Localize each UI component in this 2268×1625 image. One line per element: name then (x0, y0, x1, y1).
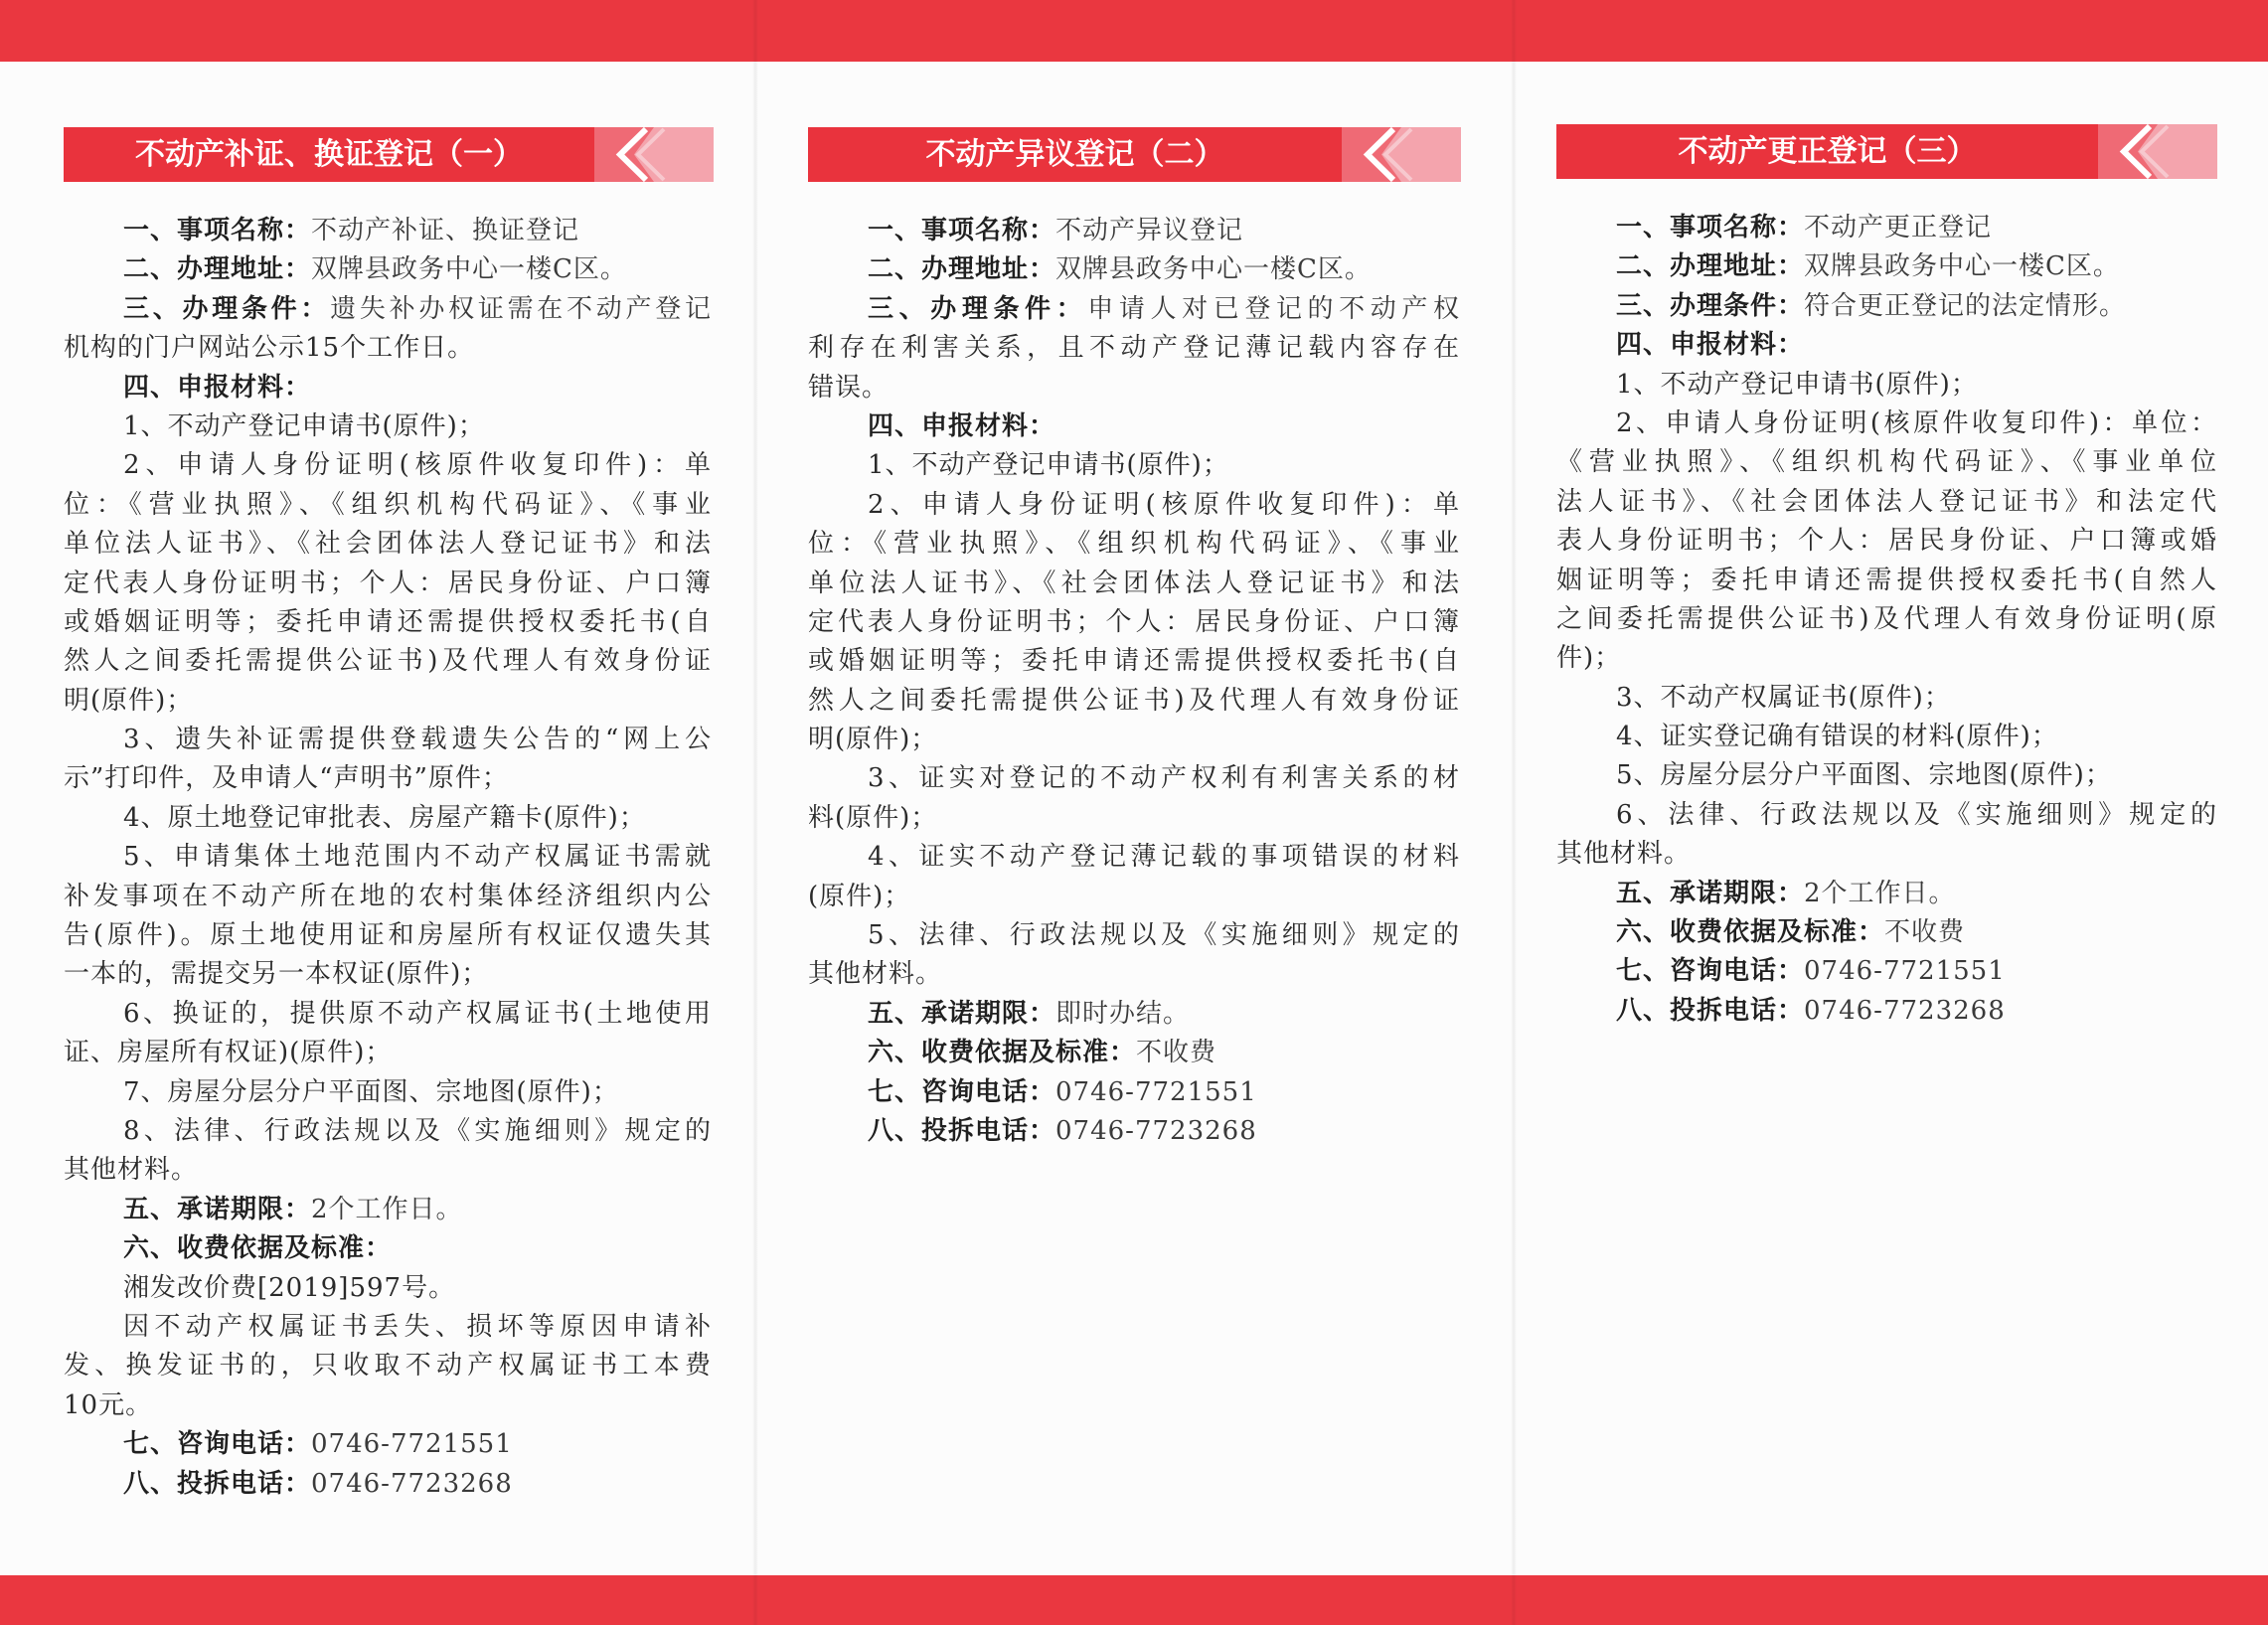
text-line: 1、不动产登记申请书(原件)； (123, 410, 485, 441)
condition-line: 三、办理条件：申请人对已登记的不动产权 (868, 293, 1460, 324)
text-line: 或婚姻证明等；委托申请还需提供授权委托书(自 (64, 606, 712, 637)
text-line: 4、证实登记确有错误的材料(原件)； (1616, 722, 2058, 752)
text-line: 法人证书》、《社会团体法人登记证书》和法定代 (1556, 486, 2217, 517)
text-line: 2、申请人身份证明(核原件收复印件)：单 (868, 489, 1460, 520)
text-line: 然人之间委托需提供公证书)及代理人有效身份证 (808, 685, 1460, 716)
text-line: 发、换发证书的，只收取不动产权属证书工本费 (64, 1351, 712, 1381)
text-line: 3、证实对登记的不动产权利有利害关系的材 (868, 763, 1460, 794)
item-name-line: 一、事项名称：不动产更正登记 (1616, 213, 1993, 243)
text-line: 机构的门户网站公示15个工作日。 (64, 333, 475, 364)
panel-banner (808, 127, 1461, 182)
text-line: 2、申请人身份证明(核原件收复印件)：单位： (1616, 407, 2217, 438)
materials-heading: 四、申报材料： (868, 410, 1056, 441)
text-line: 5、房屋分层分户平面图、宗地图(原件)； (1616, 760, 2112, 791)
text-line: 因不动产权属证书丢失、损坏等原因申请补 (123, 1311, 712, 1342)
deadline-line: 五、承诺期限：2个工作日。 (1616, 878, 1956, 908)
text-line: 利存在利害关系，且不动产登记薄记载内容存在 (808, 333, 1460, 364)
text-line: 其他材料。 (808, 959, 943, 990)
panel-title: 不动产异议登记（二） (925, 137, 1224, 172)
consult-phone-line: 七、咨询电话：0746-7721551 (1616, 956, 2006, 987)
text-line: 8、法律、行政法规以及《实施细则》规定的 (123, 1115, 712, 1146)
chevron-icon (2098, 124, 2217, 179)
text-line: 之间委托需提供公证书)及代理人有效身份证明(原 (1556, 603, 2217, 634)
panel-title: 不动产更正登记（三） (1678, 134, 1977, 169)
text-line: 明(原件)； (64, 685, 194, 716)
address-line: 二、办理地址：双牌县政务中心一楼C区。 (123, 254, 627, 285)
consult-phone-line: 七、咨询电话：0746-7721551 (868, 1076, 1257, 1107)
complaint-phone-line: 八、投拆电话：0746-7723268 (868, 1115, 1257, 1146)
complaint-phone-line: 八、投拆电话：0746-7723268 (123, 1468, 513, 1499)
panel-correction-registration (1513, 0, 2268, 1575)
text-line: 5、法律、行政法规以及《实施细则》规定的 (868, 920, 1460, 951)
item-name-line: 一、事项名称：不动产补证、换证登记 (123, 216, 580, 245)
text-line: 补发事项在不动产所在地的农村集体经济组织内公 (64, 881, 712, 911)
panel-content (1556, 209, 2217, 1031)
text-line: 单位法人证书》、《社会团体法人登记证书》和法 (64, 529, 712, 560)
panel-content (808, 212, 1460, 1151)
text-line: 或婚姻证明等；委托申请还需提供授权委托书(自 (808, 646, 1460, 677)
text-line: 其他材料。 (1556, 839, 1692, 870)
deadline-line: 五、承诺期限：2个工作日。 (123, 1194, 463, 1224)
condition-line: 三、办理条件：遗失补办权证需在不动产登记 (123, 293, 712, 324)
fee-line: 六、收费依据及标准：不收费 (1616, 917, 1966, 948)
materials-heading: 四、申报材料： (1616, 330, 1805, 361)
panel-replacement-registration (0, 0, 755, 1575)
text-line: 定代表人身份证明书；个人：居民身份证、户口簿 (808, 606, 1460, 637)
text-line: 料(原件)； (808, 802, 938, 833)
text-line: 然人之间委托需提供公证书)及代理人有效身份证 (64, 646, 712, 677)
text-line: 告(原件)。原土地使用证和房屋所有权证仅遗失其 (64, 920, 712, 951)
text-line: 位：《营业执照》、《组织机构代码证》、《事业 (808, 529, 1460, 560)
text-line: 6、法律、行政法规以及《实施细则》规定的 (1616, 799, 2217, 830)
chevron-icon (1342, 127, 1461, 182)
materials-heading: 四、申报材料： (123, 372, 312, 403)
panel-title: 不动产补证、换证登记（一） (135, 137, 523, 172)
text-line: 定代表人身份证明书；个人：居民身份证、户口簿 (64, 568, 712, 598)
address-line: 二、办理地址：双牌县政务中心一楼C区。 (1616, 251, 2120, 282)
text-line: 湘发改价费[2019]597号。 (123, 1272, 456, 1303)
text-line: 1、不动产登记申请书(原件)； (868, 450, 1229, 481)
text-line: (原件)； (808, 881, 911, 911)
text-line: 位：《营业执照》、《组织机构代码证》、《事业 (64, 489, 712, 520)
text-line: 3、遗失补证需提供登载遗失公告的“网上公 (123, 725, 712, 755)
text-line: 7、房屋分层分户平面图、宗地图(原件)； (123, 1076, 619, 1107)
item-name-line: 一、事项名称：不动产异议登记 (868, 216, 1244, 245)
text-line: 明(原件)； (808, 725, 938, 755)
text-line: 一本的，需提交另一本权证(原件)； (64, 959, 489, 990)
complaint-phone-line: 八、投拆电话：0746-7723268 (1616, 995, 2006, 1026)
bottom-red-band (0, 1575, 2268, 1625)
text-line: 其他材料。 (64, 1155, 199, 1186)
text-line: 件)； (1556, 643, 1622, 674)
condition-line: 三、办理条件：符合更正登记的法定情形。 (1616, 290, 2127, 321)
panel-content (64, 212, 712, 1504)
fee-heading: 六、收费依据及标准： (123, 1233, 393, 1264)
text-line: 表人身份证明书；个人：居民身份证、户口簿或婚 (1556, 526, 2217, 557)
text-line: 错误。 (808, 372, 890, 403)
panel-banner (1556, 124, 2217, 179)
text-line: 3、不动产权属证书(原件)； (1616, 682, 1951, 713)
text-line: 示”打印件，及申请人“声明书”原件； (64, 763, 509, 794)
text-line: 4、原土地登记审批表、房屋产籍卡(原件)； (123, 802, 646, 833)
consult-phone-line: 七、咨询电话：0746-7721551 (123, 1429, 513, 1460)
text-line: 1、不动产登记申请书(原件)； (1616, 369, 1978, 400)
text-line: 6、换证的，提供原不动产权属证书(土地使用 (123, 998, 712, 1029)
chevron-icon (594, 127, 714, 182)
text-line: 证、房屋所有权证)(原件)； (64, 1038, 393, 1068)
panel-objection-registration (755, 0, 1513, 1575)
text-line: 10元。 (64, 1389, 153, 1420)
address-line: 二、办理地址：双牌县政务中心一楼C区。 (868, 254, 1372, 285)
deadline-line: 五、承诺期限：即时办结。 (868, 998, 1191, 1029)
text-line: 《营业执照》、《组织机构代码证》、《事业单位 (1556, 447, 2217, 478)
panel-banner (64, 127, 714, 182)
text-line: 5、申请集体土地范围内不动产权属证书需就 (123, 842, 712, 873)
text-line: 2、申请人身份证明(核原件收复印件)：单 (123, 450, 712, 481)
fee-line: 六、收费依据及标准：不收费 (868, 1038, 1217, 1068)
text-line: 单位法人证书》、《社会团体法人登记证书》和法 (808, 568, 1460, 598)
text-line: 4、证实不动产登记薄记载的事项错误的材料 (868, 842, 1460, 873)
text-line: 姻证明等；委托申请还需提供授权委托书(自然人 (1556, 565, 2217, 595)
